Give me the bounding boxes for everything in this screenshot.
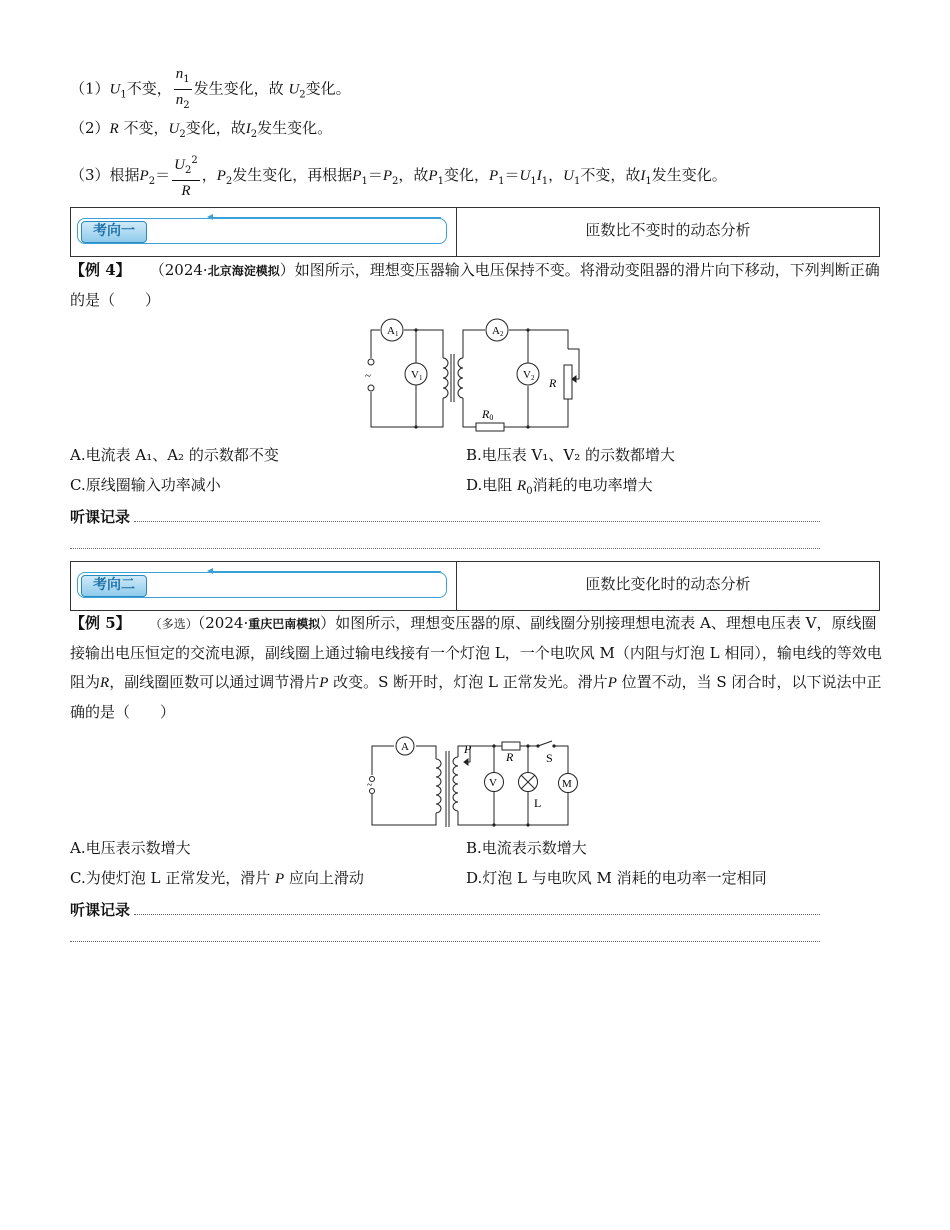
question-text: 改变。S 断开时，灯泡 L 正常发光。滑片	[328, 673, 608, 691]
text: 变化，故	[185, 119, 246, 137]
section-banner-1	[70, 207, 880, 257]
var-r0: R	[517, 478, 527, 494]
section-tag: 考向一	[81, 221, 147, 243]
source-tag: 北京海淀模拟	[207, 264, 280, 278]
note-line[interactable]	[70, 941, 820, 942]
example-label: 【例 5】	[70, 614, 131, 632]
var-u1: U	[109, 81, 121, 98]
arrow-line	[211, 217, 441, 218]
question-text: ，副线圈匝数可以通过调节滑片	[109, 673, 320, 691]
ammeter-a-label: A	[401, 741, 409, 753]
section-tag: 考向二	[81, 575, 147, 597]
text: 发生变化，故	[193, 79, 284, 98]
option-c[interactable]	[70, 868, 364, 889]
intro-line-1: $(1)U_1$不变， $\frac{n_1}{n_2}$ 发生变化，故 $U_2$变化。	[70, 64, 351, 115]
section-title: 匝数比变化时的动态分析	[585, 575, 751, 593]
var-p2: P	[139, 168, 149, 184]
resistor-r0-label: R0	[482, 407, 494, 422]
var-r: R	[109, 121, 119, 137]
rheostat-r-label: R	[549, 376, 557, 390]
note-line[interactable]	[70, 548, 820, 549]
text: ）	[279, 261, 295, 279]
text: C.为使灯泡 L 正常发光，滑片	[70, 869, 275, 887]
var-p: P	[319, 675, 329, 691]
text: ）	[320, 614, 336, 632]
example-4-question	[70, 256, 882, 315]
text: 发生变化，再根据	[232, 166, 353, 184]
voltmeter-v1-label: V1	[411, 369, 423, 382]
note-line[interactable]	[134, 521, 820, 522]
text: （1）	[70, 79, 110, 98]
var-i2: I	[245, 121, 251, 137]
question-text: 如图所示，理想变压器输入电压保持不变。将滑动变阻器的滑片向下移动，下列判断正确的是（ ）	[70, 261, 880, 309]
option-a[interactable]: A.电压表示数增大	[70, 839, 191, 857]
text: 变化，	[443, 166, 489, 184]
text: （2）	[70, 119, 110, 137]
text: ，	[548, 166, 564, 184]
intro-line-3: （3）根据$P_2=$ $\frac{U_2^2}{R}$ ，$P_2$发生变化，再根据$P_1=P_2$，故$P_1$变化，$P_1=U_1I_1$，$U_1$不变，故$I_1$发生变化。	[70, 152, 727, 200]
option-a[interactable]: A.电流表 A₁、A₂ 的示数都不变	[70, 446, 279, 464]
example-label: 【例 4】	[70, 261, 131, 279]
intro-line-2: （2）R 不变，$U_2$变化，故$I_2$发生变化。	[70, 119, 333, 140]
question-text: 位置不动，当 S 闭合时，以下说法中正确的是（ ）	[70, 673, 882, 721]
text: ，故	[398, 166, 429, 184]
resistor-r-label: R	[506, 750, 514, 764]
section-title: 匝数比不变时的动态分析	[585, 221, 751, 239]
option-c[interactable]: C.原线圈输入功率减小	[70, 476, 221, 494]
text: （2024·	[197, 614, 249, 632]
section-banner-2	[70, 561, 880, 611]
option-b[interactable]: B.电压表 V₁、V₂ 的示数都增大	[466, 446, 676, 464]
text: 消耗的电功率增大	[532, 476, 653, 494]
var-n2: n	[175, 92, 184, 108]
motor-m-label: M	[562, 778, 572, 790]
arrow-line	[211, 571, 441, 572]
note-line[interactable]	[134, 914, 820, 915]
ammeter-a1-label: A1	[387, 325, 399, 338]
note-record-label: 听课记录	[70, 901, 131, 919]
text: 发生变化。	[651, 166, 727, 184]
example-5-question	[70, 609, 882, 727]
text: ＝	[155, 166, 171, 184]
text: 应向上滑动	[284, 869, 364, 887]
text: D.电阻	[466, 476, 518, 494]
text: 不变，	[118, 119, 169, 137]
ammeter-a2-label: A2	[492, 325, 504, 338]
option-d[interactable]: D.灯泡 L 与电吹风 M 消耗的电功率一定相同	[466, 869, 767, 887]
circuit-diagram-1	[360, 313, 595, 435]
multi-choice-tag: （多选）	[149, 617, 198, 631]
var-r: R	[181, 183, 191, 199]
note-record-label: 听课记录	[70, 508, 131, 526]
slider-p-label: P	[464, 742, 472, 756]
ac-source-symbol: ~	[367, 780, 373, 791]
fraction-n1-n2: $\frac{n_1}{n_2}$	[175, 66, 190, 111]
text: 发生变化。	[257, 119, 333, 137]
var-r: R	[100, 675, 110, 691]
var-n1: n	[175, 66, 184, 82]
voltmeter-v-label: V	[489, 777, 497, 789]
text: 不变，	[126, 79, 172, 98]
banner-left-cell	[71, 208, 457, 256]
voltmeter-v2-label: V2	[523, 369, 535, 382]
text: 变化。	[305, 79, 351, 98]
var-p: P	[274, 871, 285, 887]
var-u2: U	[168, 121, 180, 137]
var-u2: U	[288, 81, 300, 98]
banner-left-cell	[71, 562, 457, 610]
source-tag: 重庆巴南模拟	[248, 617, 321, 631]
question-text: 如图所示，理想变压器的原、副线圈分别接理想电流表 A、理想电压表 V，原线圈接输出电压恒定的交流电源，副线圈上通过输电线接有一个灯泡 L，一个电吹风 M（内阻与灯泡 L 相同），输电线的等效电阻为	[70, 614, 882, 691]
fraction-u2sq-r: $\frac{U_2^2}{R}$	[172, 152, 200, 200]
option-d[interactable]: D.电阻 $R_0$消耗的电功率增大	[466, 476, 653, 497]
switch-s-label: S	[546, 751, 553, 765]
ac-source-symbol: ~	[365, 370, 371, 382]
var-p: P	[607, 675, 617, 691]
text: 不变，故	[580, 166, 641, 184]
lamp-l-label: L	[534, 796, 542, 810]
circuit-diagram-2	[362, 733, 587, 831]
text: （3）根据	[70, 166, 140, 184]
var-u2: U	[174, 157, 185, 173]
text: （2024·	[149, 261, 208, 279]
text: ，	[201, 166, 217, 184]
option-b[interactable]: B.电流表示数增大	[466, 839, 587, 857]
